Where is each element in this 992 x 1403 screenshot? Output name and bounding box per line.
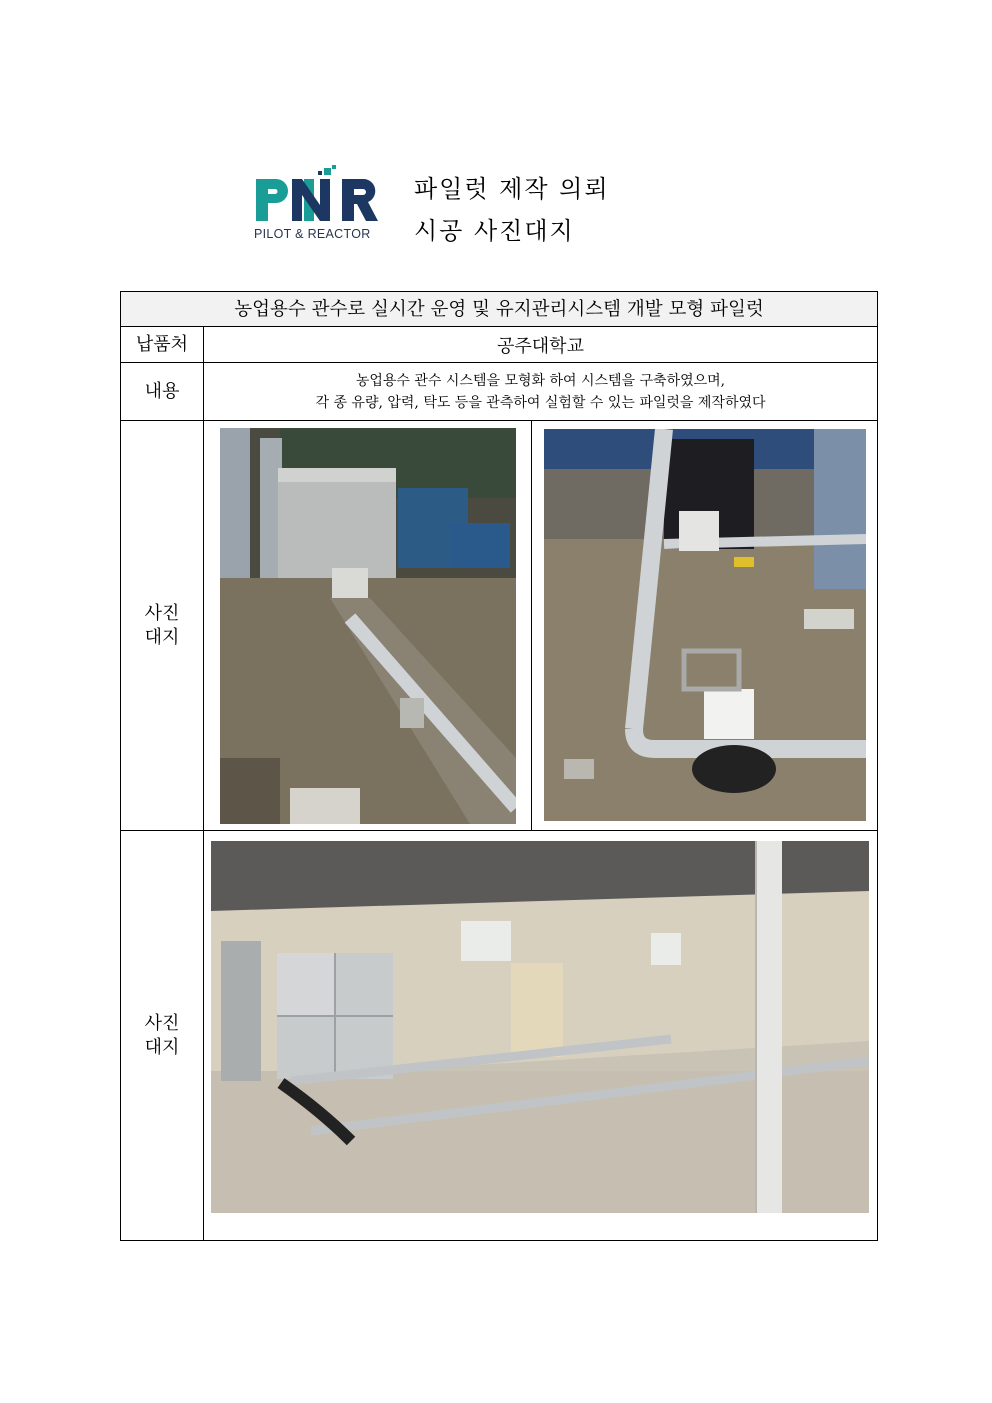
content-line-2: 각 종 유량, 압력, 탁도 등을 관측하여 실험할 수 있는 파일럿을 제작하였다 — [315, 394, 766, 411]
pnr-logo-icon — [252, 165, 392, 227]
logo-subtitle: PILOT & REACTOR — [254, 227, 371, 241]
content-line-1: 농업용수 관수 시스템을 모형화 하여 시스템을 구축하였으며, — [355, 372, 726, 389]
site-installation-photo-icon — [211, 841, 869, 1213]
photos-2-label — [121, 831, 204, 1240]
photo-report-table — [120, 291, 878, 1241]
photos-2-label-line-2: 대지 — [144, 1036, 180, 1058]
recipient-label: 납품처 — [121, 327, 204, 362]
title-line-2: 시공 사진대지 — [414, 217, 575, 245]
table-heading: 농업용수 관수로 실시간 운영 및 유지관리시스템 개발 모형 파일럿 — [121, 292, 877, 327]
workshop-pipe-photo-icon — [220, 428, 516, 824]
document-title — [414, 168, 610, 252]
photo-site — [211, 841, 869, 1213]
company-logo — [252, 165, 392, 245]
photo-workshop — [220, 428, 516, 824]
table-row-photos-1 — [121, 421, 877, 831]
title-line-1: 파일럿 제작 의뢰 — [414, 175, 610, 203]
content-label: 내용 — [121, 363, 204, 420]
photos-1-label-line-2: 대지 — [144, 626, 180, 648]
table-row-content — [121, 363, 877, 421]
photos-1-label-line-1: 사진 — [144, 602, 180, 624]
photos-2-label-line-1: 사진 — [144, 1012, 180, 1034]
table-row-photos-2 — [121, 831, 877, 1240]
content-value — [204, 363, 877, 420]
table-row-recipient — [121, 327, 877, 363]
photo-divider — [531, 421, 532, 830]
flowmeter-install-photo-icon — [544, 429, 866, 821]
photos-1-label — [121, 421, 204, 830]
photo-flowmeter — [544, 429, 866, 821]
recipient-value: 공주대학교 — [497, 335, 584, 357]
